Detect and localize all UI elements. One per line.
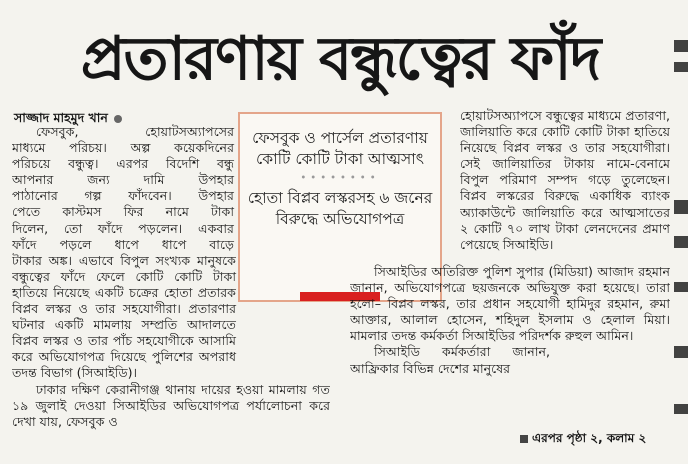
dotted-divider: •••••••• xyxy=(300,173,380,184)
article-column-3 xyxy=(460,108,670,263)
highlight-text-1: ফেসবুক ও পার্সেল প্রতারণায় কোটি কোটি টাকা আত্মসাৎ xyxy=(252,129,428,168)
paragraph: সিআইডির অতিরিক্ত পুলিশ সুপার (মিডিয়া) আজাদ রহমান জানান, অভিযোগপত্রে ছয়জনকে অভিযুক্ত করা হয়েছে। তারা হলো– বিপ্লব লস্কর, তার প্রধান সহযোগী হামিদুর রহমান, রুমা আক্তার, আলাল হোসেন, শহিদুল ইসলাম ও হেলাল মিয়া। মামলার তদন্ত কর্মকর্তা সিআইডির পরিদর্শক রুহুল আমিন। xyxy=(350,264,670,344)
paragraph: হোয়াটসঅ্যাপসে বন্ধুত্বের মাধ্যমে প্রতারণা, জালিয়াতি করে কোটি কোটি টাকা হাতিয়ে নিয়েছে বিপ্লব লস্কর ও তার সহযোগীরা। সেই জালিয়াতির টাকায় নামে-বেনামে বিপুল পরিমাণ সম্পদ গড়ে তুলেছেন। বিপ্লব লস্করের বিরুদ্ধে একাধিক ব্যাংক অ্যাকাউন্টে জালিয়াতি করে আত্মসাতের ২ কোটি ৭০ লাখ টাকা লেনদেনের প্রমাণ পেয়েছে সিআইডি। xyxy=(460,108,670,252)
paragraph: সিআইডি কর্মকর্তারা জানান, আফ্রিকার বিভিন্ন দেশের মানুষের xyxy=(350,344,550,376)
column-1-top-lines xyxy=(12,124,234,253)
line: পেতে কাস্টমস ফির নামে টাকা xyxy=(12,204,234,220)
line: পাঠানোর গল্প ফাঁদবেন। উপহার xyxy=(12,188,234,204)
previous-story-strip xyxy=(0,0,688,8)
paragraph: ঢাকার দক্ষিণ কেরানীগঞ্জ থানায় দায়ের হওয়া মামলায় গত ১৯ জুলাই দেওয়া সিআইডির অভিযোগপত্র পর্যালোচনা করে দেখা যায়, ফেসবুক ও xyxy=(12,381,330,429)
adjacent-column-edge xyxy=(672,0,688,464)
byline-author: সাজ্জাদ মাহমুদ খান xyxy=(14,110,108,125)
square-bullet-icon xyxy=(520,435,528,443)
line: ফাঁদে পড়লে ধাপে ধাপে বাড়ে xyxy=(12,236,234,252)
highlight-text-2: হোতা বিপ্লব লস্করসহ ৬ জনের বিরুদ্ধে অভিযোগপত্র xyxy=(247,189,433,228)
continuation-note xyxy=(520,430,646,450)
line: ফেসবুক, হোয়াটসঅ্যাপসের xyxy=(36,124,234,139)
article-column-4 xyxy=(350,264,670,454)
line: দিলেন, তো ফাঁদে পড়লেন। একবার xyxy=(12,220,234,236)
continuation-text: এরপর পৃষ্ঠা ২, কলাম ২ xyxy=(532,431,647,445)
line: মাধ্যমে পরিচয়। অল্প কয়েকদিনের xyxy=(12,140,234,156)
line: পরিচয়ে বন্ধুত্ব। এরপর বিদেশি বন্ধু xyxy=(12,156,234,172)
paragraph: টাকার অঙ্ক। এভাবে বিপুল সংখ্যক মানুষকে বন্ধুত্বের ফাঁদে ফেলে কোটি কোটি টাকা হাতিয়ে নিয়েছে একটি চক্রের হোতা প্রতারক বিপ্লব লস্কর ও তার সহযোগীরা। প্রতারণার ঘটনার একটি মামলায় সম্প্রতি আদালতে বিপ্লব লস্কর ও তার পাঁচ সহযোগীকে আসামি করে অভিযোগপত্র দিয়েছে পুলিশের অপরাধ তদন্ত বিভাগ (সিআইডি)। xyxy=(12,252,236,381)
bullet-icon xyxy=(114,115,122,123)
line: আপনার জন্য দামি উপহার xyxy=(12,172,234,188)
headline: প্রতারণায় বন্ধুত্বের ফাঁদ xyxy=(80,24,600,94)
